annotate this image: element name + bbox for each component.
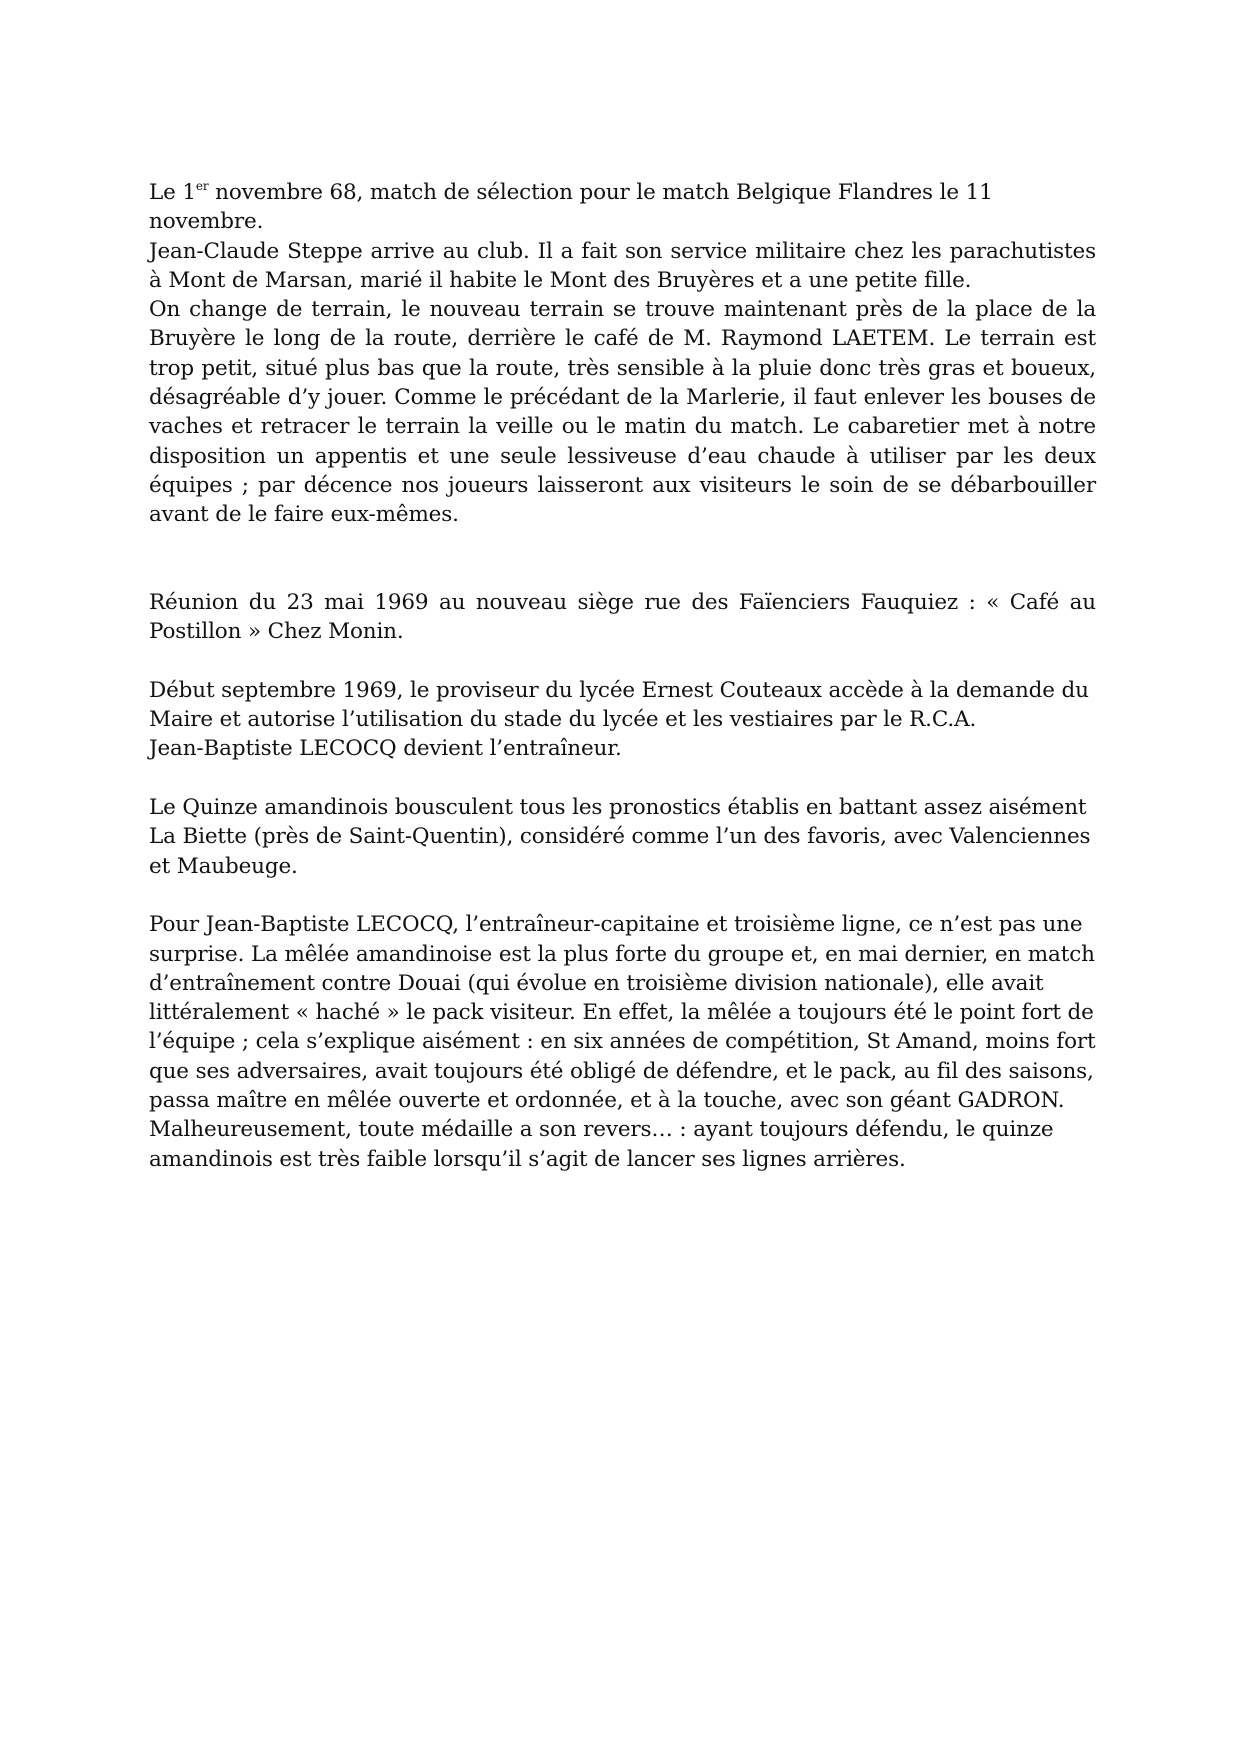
paragraph-reunion: Réunion du 23 mai 1969 au nouveau siège rue des Faïenciers Fauquiez : « Café au Postillon » Chez Monin. (149, 590, 1096, 645)
paragraph-entraineur: Jean-Baptiste LECOCQ devient l’entraîneur. (149, 736, 622, 762)
section-2 (149, 588, 1096, 1174)
paragraph-gap (149, 764, 1096, 793)
paragraph-match-selection: Le 1er novembre 68, match de sélection pour le match Belgique Flandres le 11 novembre. (149, 178, 993, 235)
paragraph-gap (149, 647, 1096, 676)
paragraph-quinze: Le Quinze amandinois bousculent tous les pronostics établis en battant assez aisément La Biette (près de Saint-Quentin), considéré comme l’un des favoris, avec Valenciennes et Maubeuge. (149, 795, 1091, 879)
paragraph-lycee: Début septembre 1969, le proviseur du lycée Ernest Couteaux accède à la demande du Maire et autorise l’utilisation du stade du lycée et les vestiaires par le R.C.A. (149, 677, 1089, 733)
paragraph-terrain: On change de terrain, le nouveau terrain se trouve maintenant près de la place de la Bruyère le long de la route, derrière le café de M. Raymond LAETEM. Le terrain est trop petit, situé plus bas que la route, très sensible à la pluie donc très gras et boueux, désagréable d’y jouer. Comme le précédant de la Marlerie, il faut enlever les bouses de vaches et retracer le terrain la veille ou le matin du match. Le cabaretier met à notre disposition un appentis et une seule lessiveuse d’eau chaude à utiliser par les deux équipes ; par décence nos joueurs laisseront aux visiteurs le soin de se débarbouiller avant de le faire eux-mêmes. (149, 297, 1096, 528)
superscript-er: er (195, 178, 209, 193)
paragraph-steppe: Jean-Claude Steppe arrive au club. Il a fait son service militaire chez les parachutistes à Mont de Marsan, marié il habite le Mont des Bruyères et a une petite fille. (149, 238, 1096, 293)
section-1 (149, 178, 1096, 530)
paragraph-lecocq: Pour Jean-Baptiste LECOCQ, l’entraîneur-capitaine et troisième ligne, ce n’est pas une surprise. La mêlée amandinoise est la plus forte du groupe et, en mai dernier, en match d’entraînement contre Douai (qui évolue en troisième division nationale), elle avait littéralement « haché » le pack visiteur. En effet, la mêlée a toujours été le point fort de l’équipe ; cela s’explique aisément : en six années de compétition, St Amand, moins fort que ses adversaires, avait toujours été obligé de défendre, et le pack, au fil des saisons, passa maître en mêlée ouverte et ordonnée, et à la touche, avec son géant GADRON. Malheureusement, toute médaille a son revers… : ayant toujours défendu, le quinze amandinois est très faible lorsqu’il s’agit de lancer ses lignes arrières. (149, 912, 1096, 1172)
paragraph-gap (149, 881, 1096, 910)
